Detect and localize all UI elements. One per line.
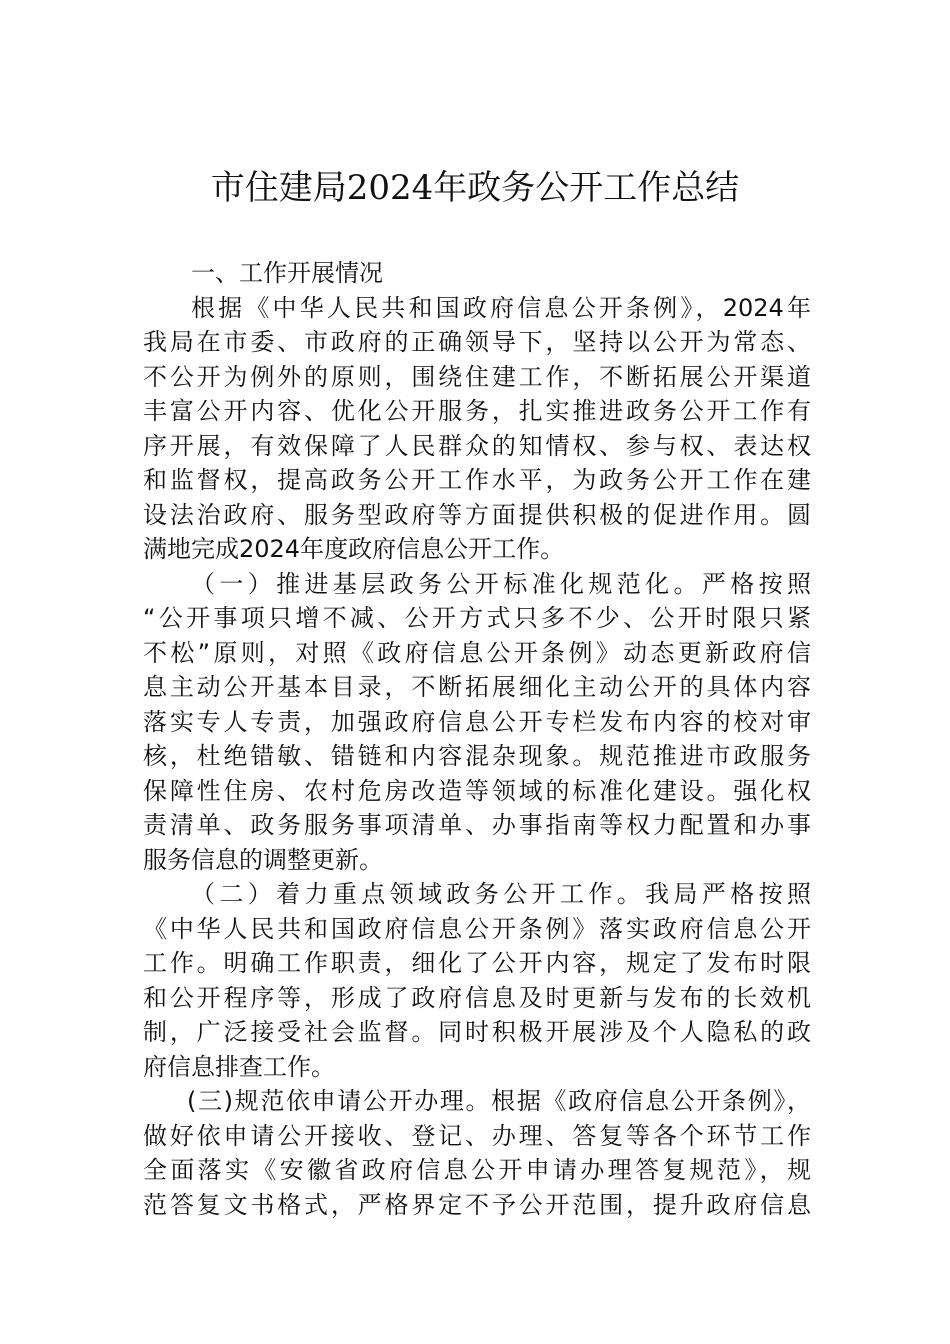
paragraph-line: 不松”原则，对照《政府信息公开条例》动态更新政府信 — [143, 638, 811, 667]
paragraph-line: 《中华人民共和国政府信息公开条例》落实政府信息公开 — [143, 914, 811, 943]
paragraph-line: 息主动公开基本目录，不断拓展细化主动公开的具体内容 — [143, 673, 811, 701]
paragraph-line: 全面落实《安徽省政府信息公开申请办理答复规范》，规 — [143, 1156, 811, 1184]
paragraph-item-2 — [143, 877, 811, 1084]
paragraph-line: 满地完成2024年度政府信息公开工作。 — [143, 535, 565, 563]
paragraph-line: 设法治政府、服务型政府等方面提供积极的促进作用。圆 — [143, 500, 811, 529]
paragraph-intro — [143, 291, 811, 567]
paragraph-line: 责清单、政务服务事项清单、办事指南等权力配置和办事 — [143, 811, 811, 839]
paragraph-line: 保障性住房、农村危房改造等领域的标准化建设。强化权 — [143, 776, 811, 805]
paragraph-line: 落实专人专责，加强政府信息公开专栏发布内容的校对审 — [143, 707, 811, 736]
paragraph-line: 制，广泛接受社会监督。同时积极开展涉及个人隐私的政 — [143, 1018, 811, 1046]
paragraph-line: 核，杜绝错敏、错链和内容混杂现象。规范推进市政服务 — [143, 742, 811, 770]
paragraph-line: 范答复文书格式，严格界定不予公开范围，提升政府信息 — [143, 1190, 811, 1219]
paragraph-item-1 — [143, 567, 811, 878]
paragraph-item-3 — [143, 1084, 811, 1222]
paragraph-line: （一）推进基层政务公开标准化规范化。严格按照 — [191, 569, 811, 598]
paragraph-line: 根据《中华人民共和国政府信息公开条例》，2024年 — [191, 293, 811, 322]
paragraph-line: 丰富公开内容、优化公开服务，扎实推进政务公开工作有 — [143, 397, 811, 425]
section-heading: 一、工作开展情况 — [191, 259, 383, 287]
paragraph-line: 序开展，有效保障了人民群众的知情权、参与权、表达权 — [143, 431, 811, 460]
paragraph-line: 做好依申请公开接收、登记、办理、答复等各个环节工作 — [143, 1121, 811, 1150]
document-title: 市住建局2024年政务公开工作总结 — [210, 168, 740, 208]
paragraph-line: (三)规范依申请公开办理。根据《政府信息公开条例》， — [187, 1087, 811, 1115]
paragraph-line: 工作。明确工作职责，细化了公开内容，规定了发布时限 — [143, 949, 811, 977]
paragraph-line: 我局在市委、市政府的正确领导下，坚持以公开为常态、 — [143, 328, 811, 356]
paragraph-line: 府信息排查工作。 — [143, 1052, 335, 1081]
paragraph-line: 和公开程序等，形成了政府信息及时更新与发布的长效机 — [143, 983, 811, 1012]
paragraph-line: “公开事项只增不减、公开方式只多不少、公开时限只紧 — [143, 604, 811, 632]
paragraph-line: （二）着力重点领域政务公开工作。我局严格按照 — [191, 880, 811, 908]
paragraph-line: 服务信息的调整更新。 — [143, 845, 383, 874]
document-body — [143, 256, 811, 1222]
paragraph-line: 不公开为例外的原则，围绕住建工作，不断拓展公开渠道 — [143, 362, 811, 391]
paragraph-line: 和监督权，提高政务公开工作水平，为政务公开工作在建 — [143, 466, 811, 494]
